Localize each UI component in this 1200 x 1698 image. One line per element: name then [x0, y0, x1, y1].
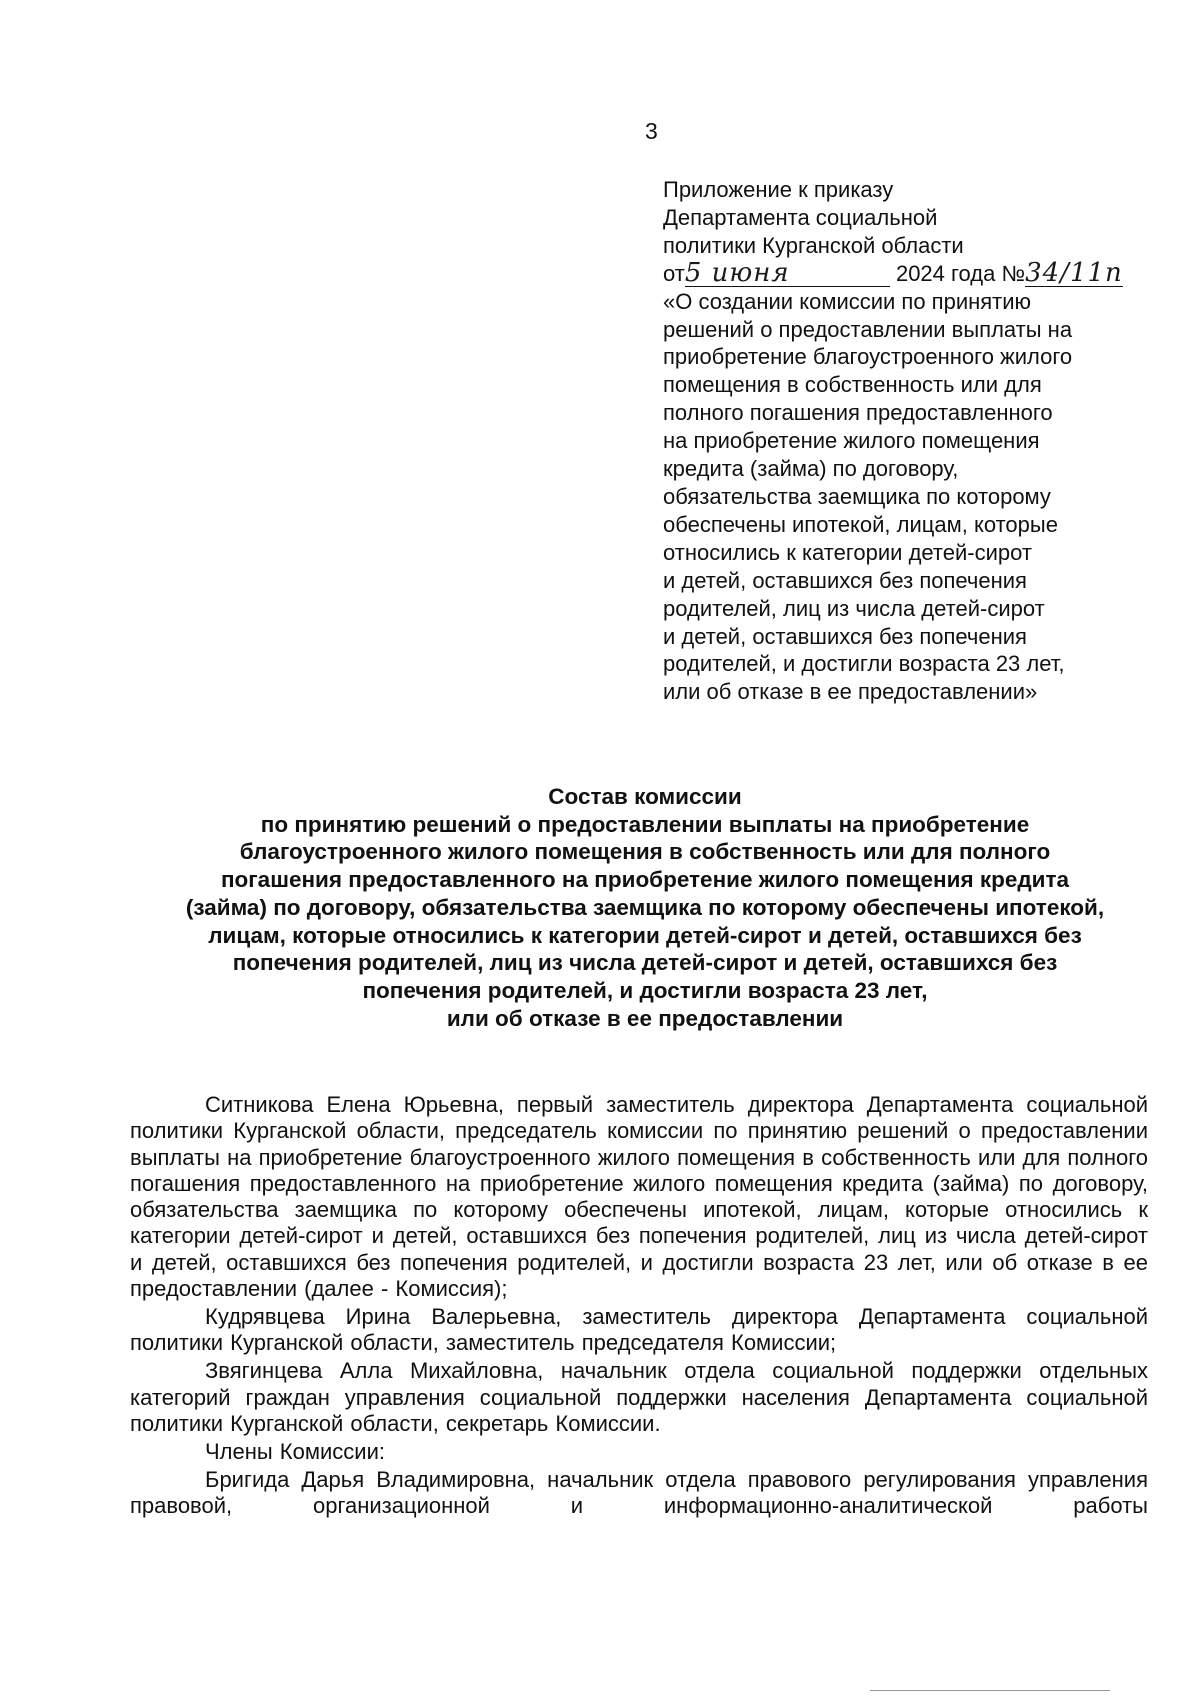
appendix-subject-line: обязательства заемщика по которому	[663, 483, 1051, 509]
appendix-subject-line: родителей, и достигли возраста 23 лет,	[663, 651, 1065, 677]
page-number: 3	[645, 118, 658, 144]
appendix-subject-line: относились к категории детей-сирот	[663, 539, 1032, 565]
secretary-paragraph: Звягинцева Алла Михайловна, начальник отдела социальной поддержки отдельных категорий граждан управления социальной поддержки населения Департамента социальной политики Курганской области, секретарь Комиссии.	[130, 1358, 1148, 1436]
appendix-subject-line: решений о предоставлении выплаты на	[663, 316, 1073, 342]
handwritten-date: 5 июня	[684, 257, 790, 288]
appendix-subject-line: родителей, лиц из числа детей-сирот	[663, 595, 1045, 621]
order-number-field	[1025, 257, 1123, 288]
order-date-number-line	[663, 257, 1143, 288]
appendix-subject-line: полного погашения предоставленного	[663, 400, 1053, 426]
title-line: или об отказе в ее предоставлении	[446, 1005, 844, 1031]
commission-members-list	[130, 1092, 1148, 1521]
appendix-subject-line: и детей, оставшихся без попечения	[663, 567, 1027, 593]
chair-paragraph: Ситникова Елена Юрьевна, первый заместитель директора Департамента социальной политики Курганской области, председатель комиссии по принятию решений о предоставлении выплаты на приобретение благоустроенного жилого помещения в собственность или для полного погашения предоставленного на приобретение жилого помещения кредита (займа) по договору, обязательства заемщика по которому обеспечены ипотекой, лицам, которые относились к категории детей-сирот и детей, оставшихся без попечения родителей, лиц из числа детей-сирот и детей, оставшихся без попечения родителей, и достигли возраста 23 лет, или об отказе в ее предоставлении (далее - Комиссия);	[130, 1092, 1148, 1302]
appendix-subject-line: на приобретение жилого помещения	[663, 428, 1040, 454]
title-line: погашения предоставленного на приобретение жилого помещения кредита	[220, 867, 1070, 893]
appendix-line: политики Курганской области	[663, 232, 964, 258]
title-line: попечения родителей, и достигли возраста 23 лет,	[362, 977, 928, 1003]
appendix-subject-line: приобретение благоустроенного жилого	[663, 344, 1073, 370]
appendix-header	[663, 176, 1143, 706]
appendix-line: Приложение к приказу	[663, 177, 894, 202]
order-date-field	[684, 257, 890, 288]
appendix-line: Департамента социальной	[663, 204, 938, 230]
appendix-subject-line: кредита (займа) по договору,	[663, 456, 959, 482]
appendix-subject-line: помещения в собственность или для	[663, 372, 1042, 398]
title-line: благоустроенного жилого помещения в собственность или для полного	[239, 839, 1051, 865]
title-line: попечения родителей, лиц из числа детей-сирот и детей, оставшихся без	[232, 950, 1058, 976]
member-paragraph: Бригида Дарья Владимировна, начальник отдела правового регулирования управления правовой, организационной и информационно-аналитической работы	[130, 1466, 1148, 1519]
vice-chair-paragraph: Кудрявцева Ирина Валерьевна, заместитель директора Департамента социальной политики Курганской области, заместитель председателя Комиссии;	[130, 1304, 1148, 1356]
title-line: Состав комиссии	[548, 784, 742, 809]
scan-edge-line	[870, 1690, 1110, 1691]
order-year-text: 2024 года №	[895, 260, 1026, 286]
handwritten-order-number: 34/11п	[1025, 257, 1123, 288]
title-line: лицам, которые относились к категории детей-сирот и детей, оставшихся без	[208, 922, 1082, 948]
order-prefix: от	[663, 260, 685, 286]
appendix-subject-line: и детей, оставшихся без попечения	[663, 623, 1027, 649]
members-heading: Члены Комиссии:	[205, 1438, 385, 1464]
appendix-subject-line: обеспечены ипотекой, лицам, которые	[663, 511, 1058, 537]
appendix-subject-line: «О создании комиссии по принятию	[663, 288, 1032, 314]
document-title	[140, 783, 1150, 1032]
title-line: по принятию решений о предоставлении выплаты на приобретение	[260, 811, 1030, 837]
appendix-subject-line: или об отказе в ее предоставлении»	[663, 679, 1038, 705]
title-line: (займа) по договору, обязательства заемщика по которому обеспечены ипотекой,	[185, 894, 1105, 920]
